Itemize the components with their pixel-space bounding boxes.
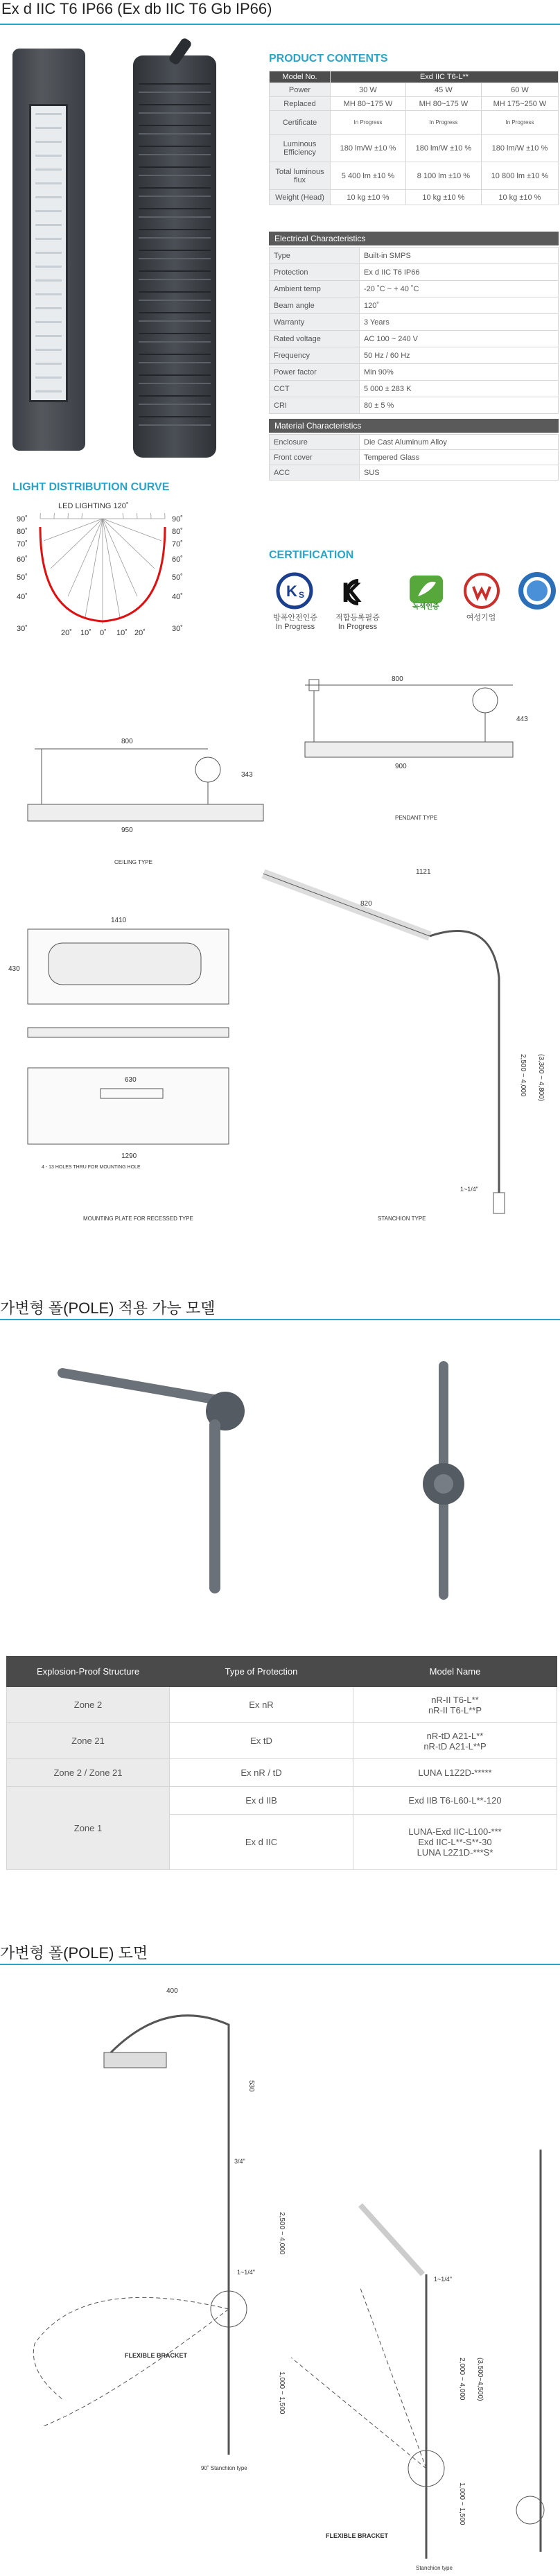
cert-cell: In Progress <box>405 111 481 135</box>
angle-label: 40˚ <box>172 593 183 601</box>
row-label: Ambient temp <box>270 281 360 297</box>
row-label: Power <box>270 83 331 97</box>
row-label: Type <box>270 248 360 264</box>
svg-text:820: 820 <box>360 900 372 908</box>
cell: 10 kg ±10 % <box>331 190 406 205</box>
row-label: ACC <box>270 465 360 481</box>
svg-text:3/4": 3/4" <box>234 2158 245 2165</box>
model-cell: nR-tD A21-L** nR-tD A21-L**P <box>353 1723 557 1759</box>
angle-label: 90˚ <box>17 515 28 524</box>
cert-caption: 적합등록필증 In Progress <box>335 614 380 631</box>
svg-text:2,500 ~ 4,000: 2,500 ~ 4,000 <box>278 2212 286 2255</box>
cell: 45 W <box>405 83 481 97</box>
quality-seal-logo <box>516 570 558 612</box>
cell: AC 100 ~ 240 V <box>360 331 559 347</box>
stanchion-drawing <box>263 868 545 1222</box>
pole-drawings <box>0 1983 560 2573</box>
row-label: CRI <box>270 397 360 414</box>
cert-cell: In Progress <box>331 111 406 135</box>
svg-text:K: K <box>286 582 297 600</box>
protection-cell: Ex d IIC <box>170 1815 353 1870</box>
cell: 3 Years <box>360 314 559 331</box>
angle-label: 50˚ <box>172 573 183 582</box>
cell: 10 kg ±10 % <box>405 190 481 205</box>
cell: MH 80~175 W <box>405 97 481 111</box>
svg-text:2,500 ~ 4,000: 2,500 ~ 4,000 <box>519 1054 527 1097</box>
cell: 5 000 ± 283 K <box>360 381 559 397</box>
col-header: Model Name <box>353 1657 557 1687</box>
pole-photo-straight <box>423 1366 464 1595</box>
green-cert-logo <box>405 570 447 612</box>
cell: MH 80~175 W <box>331 97 406 111</box>
svg-text:430: 430 <box>8 965 20 973</box>
svg-text:443: 443 <box>516 716 528 723</box>
svg-text:1~1/4": 1~1/4" <box>434 2276 452 2283</box>
product-contents-heading: PRODUCT CONTENTS <box>269 53 388 64</box>
svg-text:530: 530 <box>247 2080 255 2092</box>
page-title: Ex d IIC T6 IP66 (Ex db IIC T6 Gb IP66) <box>1 0 272 17</box>
svg-text:4 - 13 HOLES THRU FOR MOUNTING: 4 - 13 HOLES THRU FOR MOUNTING HOLE <box>42 1165 141 1170</box>
row-label: Certificate <box>270 111 331 135</box>
pole-photos <box>42 1359 527 1609</box>
angle-label: 10˚ <box>116 629 128 637</box>
model-value: Exd IIC T6-L** <box>331 71 559 83</box>
material-heading: Material Characteristics <box>269 419 559 433</box>
cert-cell: In Progress <box>481 111 558 135</box>
angle-label: 70˚ <box>17 540 28 548</box>
cell: Min 90% <box>360 364 559 381</box>
cell: 180 lm/W ±10 % <box>405 135 481 162</box>
model-cell: LUNA-Exd IIC-L100-*** Exd IIC-L**-S**-30 LUNA L2Z1D-***S* <box>353 1815 557 1870</box>
svg-text:2,000 ~ 4,000: 2,000 ~ 4,000 <box>458 2358 466 2401</box>
women-enterprise-logo <box>461 570 502 612</box>
cell: Tempered Glass <box>360 450 559 465</box>
svg-text:1~1/4": 1~1/4" <box>460 1186 478 1193</box>
svg-text:FLEXIBLE BRACKET: FLEXIBLE BRACKET <box>125 2352 187 2359</box>
pendant-drawing <box>305 675 528 821</box>
cell: -20 ˚C ~ + 40 ˚C <box>360 281 559 297</box>
cell: 10 kg ±10 % <box>481 190 558 205</box>
angle-label: 30˚ <box>17 625 28 633</box>
grid-arc <box>40 513 165 519</box>
protection-cell: Ex tD <box>170 1723 353 1759</box>
electrical-table <box>269 247 559 414</box>
svg-text:400: 400 <box>166 1987 178 1995</box>
pole-drawing-90 <box>33 1987 286 2471</box>
fixture-cable <box>168 37 193 66</box>
cert-caption: 방폭안전인증 In Progress <box>273 614 317 631</box>
zone-cell: Zone 2 / Zone 21 <box>7 1759 170 1787</box>
cell: 10 800 lm ±10 % <box>481 162 558 190</box>
certification-heading: CERTIFICATION <box>269 549 354 561</box>
svg-text:630: 630 <box>125 1076 137 1084</box>
cell: 180 lm/W ±10 % <box>481 135 558 162</box>
green-cert-label: 녹색인증 <box>412 603 439 610</box>
svg-text:(3,300 ~ 4,800): (3,300 ~ 4,800) <box>537 1054 545 1102</box>
recessed-drawing <box>8 917 229 1222</box>
cell: Ex d IIC T6 IP66 <box>360 264 559 281</box>
svg-text:1,000 ~ 1,500: 1,000 ~ 1,500 <box>458 2482 466 2525</box>
fixture-back-photo <box>133 55 216 458</box>
cell: SUS <box>360 465 559 481</box>
protection-cell: Ex d IIB <box>170 1787 353 1815</box>
svg-text:Stanchion type: Stanchion type <box>416 2565 453 2571</box>
product-contents-table <box>269 71 559 205</box>
grid-ray <box>103 519 137 596</box>
svg-text:1290: 1290 <box>121 1152 137 1160</box>
fixture-front-photo <box>12 49 85 451</box>
grid-arc <box>54 513 151 519</box>
svg-text:900: 900 <box>395 763 407 770</box>
grid-arc <box>68 513 137 519</box>
model-cell: LUNA L1Z2D-***** <box>353 1759 557 1787</box>
angle-label: 50˚ <box>17 573 28 582</box>
angle-label: 20˚ <box>61 629 72 637</box>
row-label: Front cover <box>270 450 360 465</box>
pole-drawing-rule <box>0 1964 560 1965</box>
grid-ray <box>103 519 155 569</box>
svg-text:1~1/4": 1~1/4" <box>237 2269 255 2276</box>
cell: MH 175~250 W <box>481 97 558 111</box>
pole-drawing-title: 가변형 폴(POLE) 도면 <box>0 1944 148 1962</box>
title-rule <box>0 24 560 25</box>
svg-text:PENDANT TYPE: PENDANT TYPE <box>395 815 438 821</box>
material-table <box>269 434 559 481</box>
pole-photo-angled <box>62 1373 245 1588</box>
svg-text:S: S <box>299 590 305 600</box>
protection-cell: Ex nR <box>170 1687 353 1723</box>
angle-label: 20˚ <box>134 629 146 637</box>
zone-cell: Zone 1 <box>7 1787 170 1870</box>
col-header: Type of Protection <box>170 1657 353 1687</box>
row-label: Protection <box>270 264 360 281</box>
svg-text:90˚ Stanchion type: 90˚ Stanchion type <box>201 2465 247 2471</box>
grid-arc <box>82 513 123 519</box>
cell: Built-in SMPS <box>360 248 559 264</box>
cell: 50 Hz / 60 Hz <box>360 347 559 364</box>
zone-cell: Zone 21 <box>7 1723 170 1759</box>
row-label: Rated voltage <box>270 331 360 347</box>
kcs-logo <box>274 570 315 612</box>
angle-label: 80˚ <box>172 528 183 536</box>
angle-label: 60˚ <box>17 555 28 564</box>
svg-text:800: 800 <box>392 675 403 683</box>
cell: 180 lm/W ±10 % <box>331 135 406 162</box>
cell: 60 W <box>481 83 558 97</box>
cell: 5 400 lm ±10 % <box>331 162 406 190</box>
grid-ray <box>85 519 103 617</box>
cell: Die Cast Aluminum Alloy <box>360 435 559 450</box>
cell: 30 W <box>331 83 406 97</box>
svg-text:1,000 ~ 1,500: 1,000 ~ 1,500 <box>278 2371 286 2414</box>
cell: 8 100 lm ±10 % <box>405 162 481 190</box>
model-cell: Exd IIB T6-L60-L**-120 <box>353 1787 557 1815</box>
cell: 120˚ <box>360 297 559 314</box>
row-label: Beam angle <box>270 297 360 314</box>
row-label: Frequency <box>270 347 360 364</box>
mounting-drawings <box>0 666 560 1248</box>
row-label: Total luminous flux <box>270 162 331 190</box>
light-curve-heading: LIGHT DISTRIBUTION CURVE <box>12 481 170 493</box>
grid-ray <box>103 519 120 617</box>
pole-models-rule <box>0 1319 560 1320</box>
protection-cell: Ex nR / tD <box>170 1759 353 1787</box>
grid-ray <box>51 519 103 569</box>
angle-label: 80˚ <box>17 528 28 536</box>
pole-drawing-straight <box>291 2150 544 2571</box>
row-label: CCT <box>270 381 360 397</box>
kc-logo <box>336 570 378 612</box>
light-curve-chart <box>12 513 193 638</box>
svg-text:343: 343 <box>241 771 253 779</box>
svg-text:STANCHION TYPE: STANCHION TYPE <box>378 1216 426 1222</box>
svg-text:1410: 1410 <box>111 917 127 924</box>
angle-label: 0˚ <box>100 629 107 637</box>
angle-label: 10˚ <box>80 629 91 637</box>
light-curve-subtitle: LED LIGHTING 120˚ <box>58 502 129 510</box>
angle-label: 40˚ <box>17 593 28 601</box>
model-cell: nR-II T6-L** nR-II T6-L**P <box>353 1687 557 1723</box>
angle-label: 30˚ <box>172 625 183 633</box>
svg-text:MOUNTING PLATE FOR RECESSED TY: MOUNTING PLATE FOR RECESSED TYPE <box>83 1216 193 1222</box>
grid-ray <box>68 519 103 596</box>
fixture-lens <box>29 104 68 402</box>
angle-label: 90˚ <box>172 515 183 524</box>
svg-text:800: 800 <box>121 738 133 745</box>
cert-caption: 여성기업 <box>466 614 496 622</box>
svg-text:FLEXIBLE BRACKET: FLEXIBLE BRACKET <box>326 2532 388 2539</box>
row-label: Weight (Head) <box>270 190 331 205</box>
svg-text:K: K <box>342 578 362 608</box>
svg-text:1121: 1121 <box>416 868 431 876</box>
angle-label: 60˚ <box>172 555 183 564</box>
electrical-heading: Electrical Characteristics <box>269 232 559 245</box>
row-label: Enclosure <box>270 435 360 450</box>
row-label: Luminous Efficiency <box>270 135 331 162</box>
ceiling-drawing <box>28 738 263 865</box>
row-label: Warranty <box>270 314 360 331</box>
model-label: Model No. <box>270 71 331 83</box>
grid-ray <box>44 519 103 541</box>
svg-text:(3,500~4,500): (3,500~4,500) <box>476 2358 484 2401</box>
row-label: Replaced <box>270 97 331 111</box>
col-header: Explosion-Proof Structure <box>7 1657 170 1687</box>
cell: 80 ± 5 % <box>360 397 559 414</box>
pole-models-table <box>6 1656 557 1870</box>
angle-label: 70˚ <box>172 540 183 548</box>
svg-text:CEILING TYPE: CEILING TYPE <box>114 859 152 865</box>
pole-models-title: 가변형 폴(POLE) 적용 가능 모델 <box>0 1299 216 1317</box>
grid-ray <box>103 519 161 541</box>
zone-cell: Zone 2 <box>7 1687 170 1723</box>
svg-text:950: 950 <box>121 827 133 834</box>
row-label: Power factor <box>270 364 360 381</box>
